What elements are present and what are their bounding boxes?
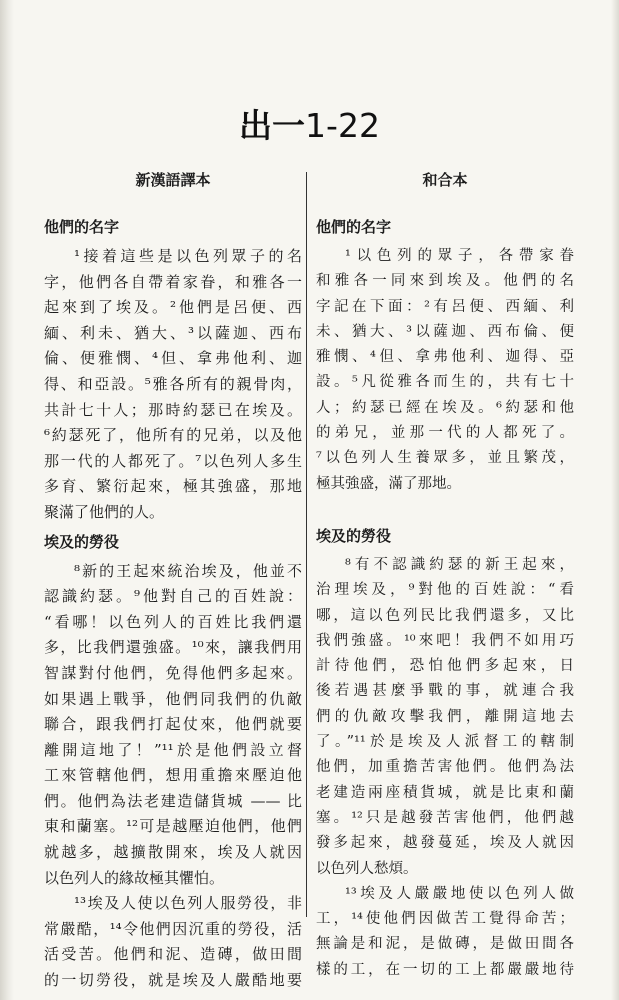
text-line: ¹以色列的眾子，各帶家眷	[345, 248, 574, 264]
text-line: 那一代的人都死了。⁷以色列人多生	[44, 451, 302, 470]
text-line: 工，¹⁴使他們因做苦工覺得命苦；	[316, 911, 574, 928]
text-line: ¹接着這些是以色列眾子的名	[74, 247, 302, 265]
text-line: 治理埃及，⁹對他的百姓說：“看	[316, 582, 574, 599]
text-line: 極其強盛，滿了那地。	[316, 475, 461, 492]
text-line: 哪，這以色列民比我們還多，又比	[316, 607, 574, 624]
text-line: 東和蘭塞。¹²可是越壓迫他們，他們	[44, 817, 302, 836]
section-heading: 他們的名字	[316, 218, 392, 236]
text-line: 緬、利未、猶大、³以薩迦、西布	[44, 323, 302, 342]
text-line: 人；約瑟已經在埃及。⁶約瑟和他	[316, 399, 574, 416]
section-heading: 埃及的勞役	[44, 532, 120, 551]
column-divider	[306, 172, 307, 917]
text-line: 活受苦。他們和泥、造磚，做田間	[44, 945, 302, 964]
page-edge-right	[611, 0, 619, 1000]
text-line: 聚滿了他們的人。	[44, 502, 165, 521]
text-line: 了。”¹¹於是埃及人派督工的轄制	[316, 734, 574, 751]
text-line: ¹³埃及人嚴嚴地使以色列人做	[345, 885, 574, 902]
text-line: 塞。¹²只是越發苦害他們，他們越	[316, 809, 574, 826]
text-line: 的弟兄，並那一代的人都死了。	[316, 425, 574, 442]
text-line: 離開這地了！”¹¹於是他們設立督	[44, 740, 302, 759]
text-line: “看哪！以色列人的百姓比我們還	[44, 612, 302, 631]
title-book: 出一	[239, 106, 306, 145]
title-range: 1-22	[305, 106, 380, 145]
text-line: 設。⁵凡從雅各而生的，共有七十	[316, 374, 574, 391]
text-line: ⁸新的王起來統治埃及，他並不	[74, 561, 302, 580]
text-line: 聯合，跟我們打起仗來，他們就要	[44, 715, 302, 734]
text-line: 如果遇上戰爭，他們同我們的仇敵	[44, 689, 302, 708]
text-line: 以色列人的緣故極其懼怕。	[44, 868, 225, 887]
page-edge-left	[0, 0, 14, 1000]
text-line: 字，他們各自帶着家眷，和雅各一	[44, 272, 302, 291]
text-line: 們。他們為法老建造儲貨城 —— 比	[44, 791, 302, 810]
text-line: 我們強盛。¹⁰來吧！我們不如用巧	[316, 632, 574, 649]
text-line: 多，比我們還強盛。¹⁰來，讓我們用	[44, 638, 302, 657]
text-line: 認識約瑟。⁹他對自己的百姓說：	[44, 587, 302, 606]
text-line: 的一切勞役，就是埃及人嚴酷地要	[44, 971, 302, 990]
left-column-header: 新漢語譯本	[135, 171, 211, 189]
text-line: 發多起來，越發蔓延，埃及人就因	[316, 835, 574, 852]
text-line: 共計七十人；那時約瑟已在埃及。	[44, 400, 302, 419]
text-line: ⁶約瑟死了，他所有的兄弟，以及他	[44, 426, 302, 445]
text-line: 智謀對付他們，免得他們多起來。	[44, 663, 302, 682]
text-line: 無論是和泥，是做磚，是做田間各	[316, 936, 574, 953]
text-line: 樣的工，在一切的工上都嚴嚴地待	[316, 961, 574, 978]
text-line: ¹³埃及人使以色列人服勞役，非	[74, 894, 302, 913]
text-line: 未、猶大、³以薩迦、西布倫、便	[316, 323, 574, 340]
text-line: 雅憫、⁴但、拿弗他利、迦得、亞	[316, 349, 574, 366]
section-heading: 埃及的勞役	[316, 526, 392, 545]
text-line: 起來到了埃及。²他們是呂便、西	[44, 298, 302, 317]
text-line: 以色列人愁煩。	[316, 860, 418, 877]
text-line: 工來管轄他們，想用重擔來壓迫他	[44, 766, 302, 785]
text-line: 就越多，越擴散開來，埃及人就因	[44, 843, 302, 862]
text-line: 倫、便雅憫、⁴但、拿弗他利、迦	[44, 349, 302, 368]
right-column-header: 和合本	[422, 171, 468, 189]
text-line: 字記在下面：²有呂便、西緬、利	[316, 298, 574, 315]
text-line: 得、和亞設。⁵雅各所有的親骨肉，	[44, 374, 302, 393]
text-line: 他們，加重擔苦害他們。他們為法	[316, 759, 574, 776]
text-line: 計待他們，恐怕他們多起來，日	[316, 658, 574, 675]
text-line: 常嚴酷，¹⁴令他們因沉重的勞役，活	[44, 919, 302, 938]
text-line: 們的仇敵攻擊我們，離開這地去	[316, 708, 574, 725]
section-heading: 他們的名字	[44, 218, 120, 236]
text-line: ⁷以色列人生養眾多，並且繁茂，	[316, 450, 574, 467]
text-line: 後若遇甚麼爭戰的事，就連合我	[316, 683, 574, 700]
text-line: 多育、繁衍起來，極其強盛，那地	[44, 477, 302, 496]
text-line: ⁸有不認識約瑟的新王起來，	[345, 556, 574, 573]
page-title	[0, 106, 619, 146]
left-column-cnv	[44, 170, 302, 994]
text-line: 老建造兩座積貨城，就是比東和蘭	[316, 784, 574, 801]
right-column-cuv	[316, 170, 574, 983]
text-line: 和雅各一同來到埃及。他們的名	[316, 273, 574, 290]
